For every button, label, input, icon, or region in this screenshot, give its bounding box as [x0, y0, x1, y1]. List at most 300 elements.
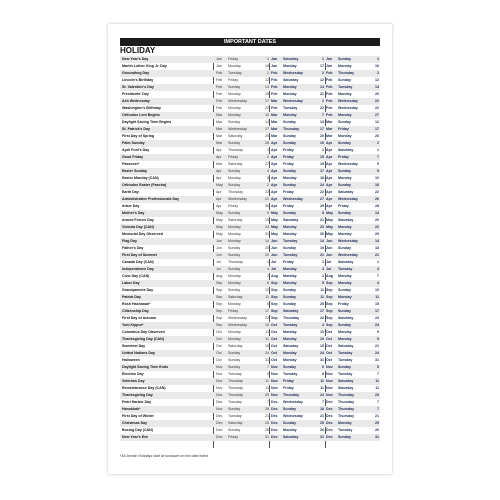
date-group-a: [214, 91, 269, 98]
date-group-c: [324, 294, 379, 301]
date-group-a: [214, 196, 269, 203]
date-month: May: [326, 211, 333, 215]
date-day: 8: [322, 211, 324, 215]
date-month: Jun: [216, 246, 222, 250]
date-day: 1: [322, 260, 324, 264]
date-month: Jul: [216, 260, 221, 264]
date-day: 1: [267, 57, 269, 61]
date-month: Jan: [216, 57, 222, 61]
date-group-b: [269, 91, 324, 98]
date-month: Apr: [271, 148, 278, 152]
date-month: May: [216, 232, 223, 236]
date-weekday: Sunday: [338, 211, 351, 215]
date-month: Dec: [216, 435, 223, 439]
date-weekday: Monday: [228, 64, 241, 68]
date-weekday: Sunday: [228, 183, 241, 187]
date-day: 10: [320, 337, 324, 341]
date-day: 24: [375, 323, 379, 327]
date-weekday: Sunday: [283, 246, 296, 250]
date-group-c: [324, 182, 379, 189]
date-weekday: Thursday: [338, 414, 355, 418]
date-month: Nov: [326, 379, 333, 383]
date-group-c: [324, 280, 379, 287]
date-weekday: Sunday: [283, 183, 296, 187]
date-month: Jul: [216, 267, 221, 271]
date-weekday: Saturday: [228, 218, 243, 222]
date-month: Nov: [216, 379, 223, 383]
date-month: Jun: [271, 253, 278, 257]
date-group-b: [269, 133, 324, 140]
date-weekday: Monday: [228, 330, 241, 334]
date-day: 23: [375, 316, 379, 320]
date-day: 20: [375, 92, 379, 96]
date-weekday: Sunday: [228, 428, 241, 432]
date-weekday: Monday: [283, 176, 297, 180]
date-day: 29: [320, 204, 324, 208]
date-day: 11: [265, 337, 269, 341]
date-day: 11: [375, 379, 379, 383]
date-group-b: [269, 371, 324, 378]
date-day: 16: [265, 344, 269, 348]
date-group-a: [214, 392, 269, 399]
date-month: Oct: [326, 337, 332, 341]
date-group-a: [214, 154, 269, 161]
date-month: Nov: [216, 407, 223, 411]
date-day: 31: [320, 358, 324, 362]
date-month: Sep: [271, 316, 278, 320]
date-weekday: Tuesday: [283, 106, 298, 110]
holiday-name: Boxing Day (CAN): [122, 428, 153, 432]
holiday-table: [120, 56, 380, 441]
holiday-name: Election Day: [122, 372, 144, 376]
date-weekday: Tuesday: [283, 253, 298, 257]
date-month: Apr: [216, 190, 222, 194]
date-group-a: [214, 119, 269, 126]
date-month: Apr: [326, 183, 333, 187]
date-month: Jan: [271, 57, 278, 61]
date-weekday: Wednesday: [228, 323, 247, 327]
date-group-a: [214, 70, 269, 77]
date-month: Mar: [216, 120, 223, 124]
date-group-b: [269, 364, 324, 371]
date-month: May: [326, 232, 333, 236]
date-group-a: [214, 420, 269, 427]
table-row: [120, 427, 380, 434]
date-day: 10: [320, 141, 324, 145]
date-group-b: [269, 126, 324, 133]
date-group-b: [269, 189, 324, 196]
date-weekday: Tuesday: [228, 372, 242, 376]
date-weekday: Monday: [283, 274, 297, 278]
date-day: 24: [320, 393, 324, 397]
date-day: 31: [375, 435, 379, 439]
date-month: Sep: [271, 288, 278, 292]
date-day: 1: [322, 274, 324, 278]
date-day: 20: [265, 246, 269, 250]
date-group-b: [269, 210, 324, 217]
date-weekday: Thursday: [283, 316, 300, 320]
date-day: 7: [267, 400, 269, 404]
date-day: 7: [267, 365, 269, 369]
holiday-name: First Day of Autumn: [122, 316, 157, 320]
holiday-name: Sweetest Day: [122, 344, 146, 348]
date-day: 21: [320, 414, 324, 418]
date-month: May: [271, 218, 278, 222]
date-month: Sep: [326, 288, 333, 292]
date-weekday: Thursday: [228, 393, 243, 397]
date-day: 25: [320, 302, 324, 306]
date-day: 4: [267, 169, 269, 173]
date-month: Oct: [216, 351, 222, 355]
date-group-c: [324, 427, 379, 434]
holiday-name: Earth Day: [122, 190, 139, 194]
date-day: 9: [267, 211, 269, 215]
date-group-a: [214, 315, 269, 322]
date-weekday: Monday: [228, 302, 241, 306]
date-weekday: Monday: [338, 64, 352, 68]
date-day: 23: [375, 393, 379, 397]
date-weekday: Sunday: [283, 169, 296, 173]
date-weekday: Monday: [338, 113, 352, 117]
date-day: 9: [377, 337, 379, 341]
table-row: [120, 133, 380, 140]
date-month: Dec: [271, 435, 278, 439]
date-day: 17: [320, 64, 324, 68]
date-day: 20: [320, 134, 324, 138]
date-weekday: Saturday: [338, 316, 354, 320]
date-weekday: Monday: [228, 176, 241, 180]
date-month: Jun: [326, 239, 333, 243]
date-day: 20: [375, 134, 379, 138]
date-group-a: [214, 112, 269, 119]
holiday-name: Lincoln's Birthday: [122, 78, 154, 82]
date-month: Mar: [271, 99, 278, 103]
date-month: Oct: [271, 358, 277, 362]
date-weekday: Monday: [228, 274, 241, 278]
date-weekday: Wednesday: [283, 414, 303, 418]
date-day: 17: [320, 127, 324, 131]
table-row: [120, 357, 380, 364]
date-group-c: [324, 259, 379, 266]
date-weekday: Sunday: [228, 253, 241, 257]
table-row: [120, 280, 380, 287]
date-group-c: [324, 266, 379, 273]
date-month: May: [271, 225, 278, 229]
date-weekday: Sunday: [228, 267, 241, 271]
date-month: Feb: [216, 99, 223, 103]
date-day: 27: [265, 162, 269, 166]
date-day: 18: [320, 407, 324, 411]
table-row: [120, 392, 380, 399]
date-weekday: Wednesday: [228, 316, 247, 320]
date-month: Oct: [326, 330, 332, 334]
holiday-name: New Year's Eve: [122, 435, 149, 439]
date-weekday: Monday: [338, 92, 352, 96]
holiday-name: Yom Kippur*: [122, 323, 144, 327]
date-group-a: [214, 371, 269, 378]
date-month: Apr: [216, 204, 222, 208]
holiday-name: Flag Day: [122, 239, 137, 243]
holiday-name: Arbor Day: [122, 204, 140, 208]
date-weekday: Saturday: [338, 190, 354, 194]
date-weekday: Thursday: [228, 379, 243, 383]
holiday-name: United Nations Day: [122, 351, 155, 355]
date-group-a: [214, 385, 269, 392]
date-group-a: [214, 266, 269, 273]
table-row: [120, 252, 380, 259]
date-weekday: Tuesday: [228, 400, 242, 404]
date-weekday: Monday: [283, 64, 297, 68]
date-day: 16: [375, 183, 379, 187]
date-weekday: Monday: [338, 134, 352, 138]
date-day: 22: [320, 190, 324, 194]
date-day: 11: [320, 386, 324, 390]
table-row: [120, 378, 380, 385]
date-group-a: [214, 217, 269, 224]
date-group-c: [324, 175, 379, 182]
holiday-name: Labor Day: [122, 281, 140, 285]
date-weekday: Sunday: [228, 365, 241, 369]
date-month: Apr: [216, 176, 222, 180]
date-day: 15: [265, 92, 269, 96]
date-group-a: [214, 308, 269, 315]
date-weekday: Friday: [283, 162, 294, 166]
date-month: Mar: [271, 113, 278, 117]
date-month: Sep: [216, 302, 223, 306]
date-month: Dec: [216, 414, 223, 418]
holiday-name: Palm Sunday: [122, 141, 145, 145]
date-weekday: Saturday: [283, 218, 299, 222]
date-day: 24: [375, 351, 379, 355]
date-month: Apr: [326, 155, 333, 159]
date-group-c: [324, 406, 379, 413]
date-group-c: [324, 126, 379, 133]
date-group-c: [324, 217, 379, 224]
date-month: May: [216, 225, 223, 229]
date-weekday: Friday: [283, 148, 294, 152]
date-group-b: [269, 420, 324, 427]
date-month: Mar: [216, 127, 223, 131]
date-month: Nov: [216, 372, 223, 376]
date-weekday: Saturday: [228, 162, 243, 166]
date-group-c: [324, 336, 379, 343]
date-day: 9: [377, 330, 379, 334]
date-month: Oct: [271, 351, 277, 355]
holiday-name: Groundhog Day: [122, 71, 150, 75]
holiday-name: Victoria Day (CAN): [122, 225, 154, 229]
table-row: [120, 161, 380, 168]
date-month: Apr: [271, 204, 278, 208]
date-group-c: [324, 399, 379, 406]
table-row: [120, 336, 380, 343]
date-group-a: [214, 329, 269, 336]
date-group-b: [269, 308, 324, 315]
date-month: Dec: [271, 407, 278, 411]
date-month: Feb: [216, 85, 223, 89]
holiday-name: Patriot Day: [122, 295, 141, 299]
date-weekday: Monday: [283, 428, 297, 432]
date-group-c: [324, 196, 379, 203]
date-weekday: Monday: [338, 421, 352, 425]
date-weekday: Wednesday: [228, 99, 247, 103]
date-weekday: Sunday: [338, 78, 351, 82]
date-day: 20: [265, 253, 269, 257]
date-day: 12: [265, 78, 269, 82]
date-day: 26: [375, 197, 379, 201]
date-month: Dec: [326, 414, 333, 418]
date-day: 14: [265, 120, 269, 124]
date-group-a: [214, 182, 269, 189]
date-group-c: [324, 315, 379, 322]
holiday-name: Hanukkah*: [122, 407, 141, 411]
date-month: Apr: [271, 197, 278, 201]
holiday-name: Memorial Day Observed: [122, 232, 163, 236]
date-group-c: [324, 203, 379, 210]
date-month: Mar: [271, 120, 278, 124]
table-row: [120, 77, 380, 84]
date-month: Feb: [271, 106, 278, 110]
date-day: 17: [320, 169, 324, 173]
date-month: Oct: [271, 337, 277, 341]
date-month: Sep: [326, 309, 333, 313]
date-group-a: [214, 301, 269, 308]
date-weekday: Wednesday: [228, 197, 247, 201]
table-row: [120, 224, 380, 231]
date-day: 25: [320, 421, 324, 425]
date-group-a: [214, 336, 269, 343]
date-day: 17: [265, 99, 269, 103]
date-day: 24: [265, 351, 269, 355]
date-group-c: [324, 84, 379, 91]
date-day: 31: [265, 232, 269, 236]
date-weekday: Sunday: [283, 295, 296, 299]
date-group-b: [269, 343, 324, 350]
date-weekday: Monday: [338, 337, 352, 341]
date-month: Jul: [271, 260, 277, 264]
date-month: Sep: [326, 302, 333, 306]
date-month: Mar: [326, 127, 333, 131]
date-group-b: [269, 217, 324, 224]
date-group-a: [214, 98, 269, 105]
date-weekday: Monday: [283, 358, 297, 362]
date-month: Jul: [326, 267, 332, 271]
date-group-c: [324, 287, 379, 294]
date-group-b: [269, 119, 324, 126]
date-day: 30: [265, 204, 269, 208]
date-group-a: [214, 140, 269, 147]
table-row: [120, 203, 380, 210]
date-group-b: [269, 203, 324, 210]
date-month: Apr: [326, 190, 333, 194]
date-weekday: Wednesday: [338, 197, 358, 201]
holiday-name: Canada Day (CAN): [122, 260, 154, 264]
important-dates-banner: IMPORTANT DATES: [120, 38, 380, 46]
date-day: 1: [377, 148, 379, 152]
date-group-a: [214, 252, 269, 259]
date-group-c: [324, 413, 379, 420]
date-group-c: [324, 77, 379, 84]
date-weekday: Thursday: [283, 127, 300, 131]
date-month: Apr: [326, 162, 333, 166]
date-weekday: Sunday: [283, 407, 296, 411]
date-day: 23: [320, 225, 324, 229]
holiday-name: Armed Forces Day: [122, 218, 154, 222]
date-group-b: [269, 273, 324, 280]
table-row: [120, 56, 380, 63]
date-weekday: Wednesday: [283, 99, 303, 103]
date-weekday: Sunday: [283, 365, 296, 369]
date-day: 22: [265, 106, 269, 110]
date-weekday: Thursday: [338, 400, 355, 404]
table-row: [120, 98, 380, 105]
date-group-c: [324, 385, 379, 392]
date-month: Dec: [271, 421, 278, 425]
table-row: [120, 329, 380, 336]
date-month: May: [216, 183, 223, 187]
date-month: Sep: [326, 316, 333, 320]
date-group-c: [324, 434, 379, 441]
date-day: 1: [322, 148, 324, 152]
date-weekday: Saturday: [338, 344, 354, 348]
date-day: 11: [375, 295, 379, 299]
date-day: 26: [375, 428, 379, 432]
date-month: Dec: [326, 428, 333, 432]
date-day: 27: [320, 197, 324, 201]
date-month: Nov: [326, 365, 333, 369]
date-month: May: [326, 218, 333, 222]
date-month: Apr: [326, 141, 333, 145]
date-month: Oct: [326, 344, 332, 348]
date-group-a: [214, 322, 269, 329]
date-weekday: Monday: [228, 92, 241, 96]
date-day: 9: [377, 169, 379, 173]
date-month: Oct: [271, 344, 277, 348]
date-weekday: Sunday: [283, 120, 296, 124]
date-weekday: Thursday: [338, 407, 355, 411]
date-weekday: Thursday: [338, 71, 355, 75]
date-day: 6: [322, 365, 324, 369]
date-month: Feb: [326, 99, 333, 103]
date-day: 18: [375, 246, 379, 250]
date-month: Oct: [271, 330, 277, 334]
date-group-a: [214, 63, 269, 70]
holiday-name: St. Valentine's Day: [122, 85, 154, 89]
date-month: Feb: [271, 78, 278, 82]
date-weekday: Sunday: [228, 85, 241, 89]
date-weekday: Friday: [283, 386, 294, 390]
date-day: 30: [320, 232, 324, 236]
holiday-name: Civic Day (CAN): [122, 274, 150, 278]
date-day: 20: [375, 218, 379, 222]
date-weekday: Tuesday: [338, 351, 353, 355]
date-month: Apr: [326, 148, 333, 152]
date-day: 1: [267, 260, 269, 264]
date-month: Nov: [216, 386, 223, 390]
date-weekday: Saturday: [228, 134, 243, 138]
date-day: 1: [377, 260, 379, 264]
date-day: 10: [375, 288, 379, 292]
date-month: Dec: [326, 421, 333, 425]
table-row: [120, 343, 380, 350]
holiday-name: Ash Wednesday: [122, 99, 150, 103]
date-day: 10: [320, 330, 324, 334]
date-day: 2: [377, 71, 379, 75]
date-day: 5: [322, 281, 324, 285]
date-day: 15: [375, 302, 379, 306]
date-group-a: [214, 161, 269, 168]
date-weekday: Friday: [283, 379, 294, 383]
date-weekday: Monday: [283, 281, 297, 285]
